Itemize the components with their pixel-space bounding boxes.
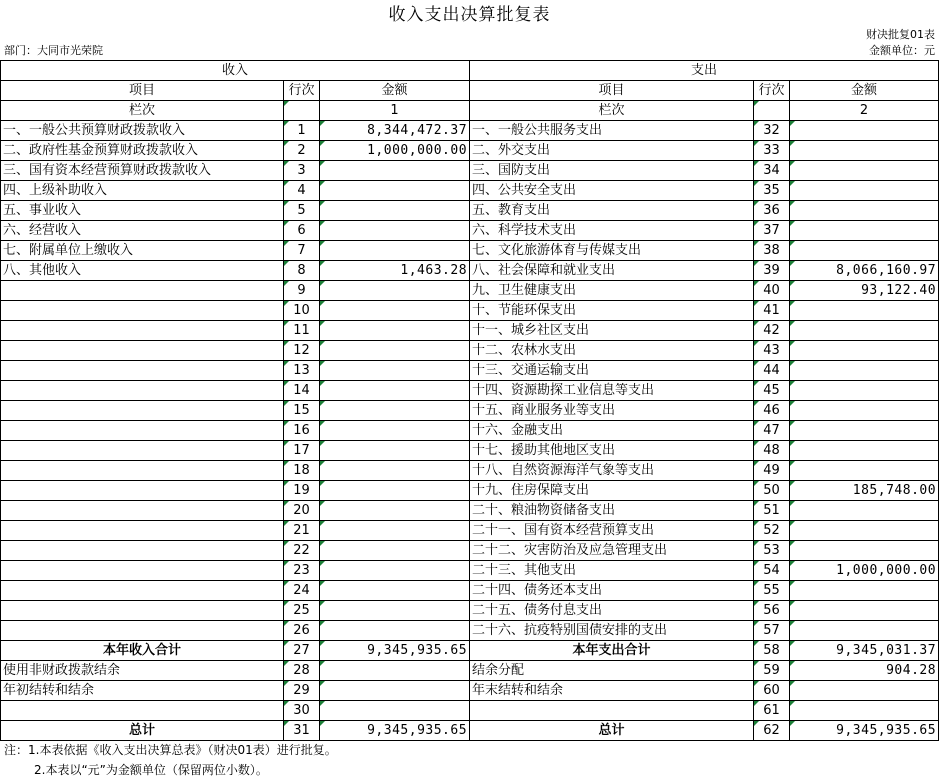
expense-amount-cell: [790, 381, 939, 401]
expense-amount-cell: [790, 421, 939, 441]
income-row-number: 23: [284, 561, 320, 581]
expense-row-number: 36: [754, 201, 790, 221]
expense-row-number: 49: [754, 461, 790, 481]
expense-amount-cell: 93,122.40: [790, 281, 939, 301]
table-row: [1, 521, 939, 541]
income-header: 收入: [1, 61, 470, 81]
income-amount-cell: [320, 581, 470, 601]
income-item-cell: 总计: [1, 721, 284, 741]
income-row-number: 8: [284, 261, 320, 281]
expense-amount-cell: [790, 601, 939, 621]
expense-row-header: 行次: [754, 81, 790, 101]
table-row: [1, 401, 939, 421]
income-row-number: 4: [284, 181, 320, 201]
table-row: [1, 281, 939, 301]
income-amount-cell: 9,345,935.65: [320, 721, 470, 741]
total-row: [1, 641, 939, 661]
expense-row-number: 61: [754, 701, 790, 721]
expense-amount-cell: [790, 221, 939, 241]
expense-item-cell: 十五、商业服务业等支出: [470, 401, 754, 421]
expense-item-cell: 十、节能环保支出: [470, 301, 754, 321]
expense-item-cell: 十一、城乡社区支出: [470, 321, 754, 341]
income-item-cell: [1, 281, 284, 301]
income-item-cell: [1, 541, 284, 561]
income-amount-cell: [320, 541, 470, 561]
expense-amount-cell: [790, 621, 939, 641]
expense-lanci-label: 栏次: [470, 101, 754, 121]
income-amount-cell: [320, 421, 470, 441]
expense-row-number: 50: [754, 481, 790, 501]
income-row-number: 18: [284, 461, 320, 481]
table-row: [1, 661, 939, 681]
expense-item-cell: 八、社会保障和就业支出: [470, 261, 754, 281]
income-amount-cell: [320, 301, 470, 321]
expense-amount-cell: 9,345,935.65: [790, 721, 939, 741]
expense-item-cell: 本年支出合计: [470, 641, 754, 661]
table-row: [1, 501, 939, 521]
expense-header: 支出: [470, 61, 939, 81]
table-row: [1, 181, 939, 201]
income-amount-cell: [320, 701, 470, 721]
note-1: 注：1.本表依据《收入支出决算总表》（财决01表）进行批复。: [4, 743, 337, 757]
expense-item-header: 项目: [470, 81, 754, 101]
expense-row-number: 56: [754, 601, 790, 621]
income-expense-table: [0, 60, 939, 741]
income-row-number: 22: [284, 541, 320, 561]
expense-row-number: 39: [754, 261, 790, 281]
expense-amount-cell: [790, 341, 939, 361]
expense-row-number: 40: [754, 281, 790, 301]
income-row-number: 7: [284, 241, 320, 261]
income-item-cell: [1, 341, 284, 361]
income-row-number: 27: [284, 641, 320, 661]
table-row: [1, 381, 939, 401]
income-item-cell: 六、经营收入: [1, 221, 284, 241]
column-number-row: [1, 101, 939, 121]
expense-row-number: 53: [754, 541, 790, 561]
expense-item-cell: 十八、自然资源海洋气象等支出: [470, 461, 754, 481]
income-amount-cell: [320, 601, 470, 621]
income-row-number: 26: [284, 621, 320, 641]
expense-amount-header: 金额: [790, 81, 939, 101]
income-amount-cell: 1,463.28: [320, 261, 470, 281]
income-item-cell: [1, 361, 284, 381]
expense-amount-cell: [790, 301, 939, 321]
income-row-number: 20: [284, 501, 320, 521]
income-row-number: 3: [284, 161, 320, 181]
expense-item-cell: 六、科学技术支出: [470, 221, 754, 241]
income-item-cell: 八、其他收入: [1, 261, 284, 281]
income-item-cell: [1, 401, 284, 421]
income-amount-cell: [320, 361, 470, 381]
income-row-number: 16: [284, 421, 320, 441]
expense-item-cell: 二十、粮油物资储备支出: [470, 501, 754, 521]
expense-item-cell: 十七、援助其他地区支出: [470, 441, 754, 461]
expense-row-number: 46: [754, 401, 790, 421]
expense-row-number: 47: [754, 421, 790, 441]
income-row-number: 10: [284, 301, 320, 321]
expense-item-cell: 四、公共安全支出: [470, 181, 754, 201]
income-amount-cell: 9,345,935.65: [320, 641, 470, 661]
income-item-cell: 七、附属单位上缴收入: [1, 241, 284, 261]
income-amount-cell: [320, 681, 470, 701]
income-item-cell: [1, 321, 284, 341]
expense-row-number: 38: [754, 241, 790, 261]
income-amount-cell: [320, 221, 470, 241]
amount-unit: 金额单位：元: [869, 44, 935, 57]
expense-row-number: 59: [754, 661, 790, 681]
expense-item-cell: 总计: [470, 721, 754, 741]
expense-amount-cell: [790, 121, 939, 141]
table-row: [1, 241, 939, 261]
expense-row-number: 54: [754, 561, 790, 581]
expense-amount-cell: [790, 581, 939, 601]
expense-row-number: 45: [754, 381, 790, 401]
expense-item-cell: 二十六、抗疫特别国债安排的支出: [470, 621, 754, 641]
expense-lanci-blank: [754, 101, 790, 121]
expense-amount-cell: [790, 461, 939, 481]
income-item-cell: 一、一般公共预算财政拨款收入: [1, 121, 284, 141]
income-amount-cell: [320, 441, 470, 461]
income-item-cell: [1, 501, 284, 521]
expense-item-cell: 二、外交支出: [470, 141, 754, 161]
table-row: [1, 541, 939, 561]
expense-row-number: 43: [754, 341, 790, 361]
note-2: 2.本表以“元”为金额单位（保留两位小数）。: [34, 763, 268, 777]
income-row-number: 2: [284, 141, 320, 161]
income-amount-cell: [320, 461, 470, 481]
expense-amount-cell: [790, 241, 939, 261]
expense-item-cell: 结余分配: [470, 661, 754, 681]
expense-item-cell: 一、一般公共服务支出: [470, 121, 754, 141]
table-row: [1, 601, 939, 621]
expense-row-number: 35: [754, 181, 790, 201]
income-row-number: 19: [284, 481, 320, 501]
expense-row-number: 48: [754, 441, 790, 461]
income-row-number: 15: [284, 401, 320, 421]
income-amount-cell: [320, 161, 470, 181]
form-number: 财决批复01表: [866, 28, 935, 41]
expense-row-number: 52: [754, 521, 790, 541]
income-amount-cell: [320, 281, 470, 301]
income-amount-cell: [320, 321, 470, 341]
table-row: [1, 621, 939, 641]
expense-item-cell: 二十二、灾害防治及应急管理支出: [470, 541, 754, 561]
expense-row-number: 34: [754, 161, 790, 181]
expense-item-cell: 二十四、债务还本支出: [470, 581, 754, 601]
income-lanci-label: 栏次: [1, 101, 284, 121]
income-row-number: 25: [284, 601, 320, 621]
expense-amount-cell: [790, 181, 939, 201]
report-title: 收入支出决算批复表: [388, 5, 551, 25]
income-item-cell: [1, 561, 284, 581]
income-amount-cell: [320, 501, 470, 521]
income-item-cell: 五、事业收入: [1, 201, 284, 221]
income-row-number: 24: [284, 581, 320, 601]
expense-item-cell: 二十三、其他支出: [470, 561, 754, 581]
expense-amount-cell: [790, 701, 939, 721]
expense-item-cell: 十九、住房保障支出: [470, 481, 754, 501]
expense-item-cell: 二十五、债务付息支出: [470, 601, 754, 621]
income-row-number: 11: [284, 321, 320, 341]
income-row-number: 28: [284, 661, 320, 681]
expense-row-number: 32: [754, 121, 790, 141]
income-item-cell: [1, 581, 284, 601]
expense-amount-cell: 904.28: [790, 661, 939, 681]
expense-row-number: 44: [754, 361, 790, 381]
expense-amount-cell: [790, 201, 939, 221]
table-row: [1, 321, 939, 341]
expense-amount-cell: [790, 441, 939, 461]
expense-item-cell: [470, 701, 754, 721]
expense-amount-cell: [790, 501, 939, 521]
income-amount-cell: [320, 341, 470, 361]
income-row-number: 29: [284, 681, 320, 701]
expense-amount-cell: [790, 361, 939, 381]
income-row-number: 31: [284, 721, 320, 741]
income-item-cell: 三、国有资本经营预算财政拨款收入: [1, 161, 284, 181]
income-amount-cell: [320, 521, 470, 541]
expense-row-number: 42: [754, 321, 790, 341]
income-amount-cell: [320, 561, 470, 581]
section-header-row: [1, 61, 939, 81]
income-row-number: 9: [284, 281, 320, 301]
total-row: [1, 721, 939, 741]
table-row: [1, 221, 939, 241]
expense-amount-cell: [790, 161, 939, 181]
expense-item-cell: 年末结转和结余: [470, 681, 754, 701]
table-row: [1, 201, 939, 221]
expense-row-number: 57: [754, 621, 790, 641]
expense-item-cell: 九、卫生健康支出: [470, 281, 754, 301]
income-row-number: 30: [284, 701, 320, 721]
income-row-number: 1: [284, 121, 320, 141]
table-row: [1, 301, 939, 321]
expense-amount-cell: 1,000,000.00: [790, 561, 939, 581]
expense-amount-cell: [790, 541, 939, 561]
income-item-cell: [1, 701, 284, 721]
income-row-header: 行次: [284, 81, 320, 101]
expense-row-number: 55: [754, 581, 790, 601]
expense-row-number: 58: [754, 641, 790, 661]
income-row-number: 21: [284, 521, 320, 541]
income-row-number: 14: [284, 381, 320, 401]
income-item-cell: [1, 621, 284, 641]
department-label: 部门：大同市光荣院: [4, 44, 103, 57]
income-item-cell: [1, 381, 284, 401]
expense-item-cell: 十二、农林水支出: [470, 341, 754, 361]
table-row: [1, 361, 939, 381]
income-item-cell: [1, 421, 284, 441]
expense-row-number: 37: [754, 221, 790, 241]
expense-row-number: 33: [754, 141, 790, 161]
income-row-number: 17: [284, 441, 320, 461]
income-item-cell: [1, 301, 284, 321]
income-item-cell: [1, 521, 284, 541]
income-lanci-blank: [284, 101, 320, 121]
income-amount-cell: [320, 201, 470, 221]
income-item-cell: [1, 441, 284, 461]
expense-item-cell: 二十一、国有资本经营预算支出: [470, 521, 754, 541]
income-amount-cell: 1,000,000.00: [320, 141, 470, 161]
income-item-cell: [1, 601, 284, 621]
income-amount-cell: 8,344,472.37: [320, 121, 470, 141]
income-amount-cell: [320, 241, 470, 261]
expense-amount-cell: [790, 141, 939, 161]
income-amount-cell: [320, 381, 470, 401]
table-row: [1, 561, 939, 581]
income-item-cell: 本年收入合计: [1, 641, 284, 661]
table-row: [1, 581, 939, 601]
income-amount-cell: [320, 181, 470, 201]
expense-amount-cell: 8,066,160.97: [790, 261, 939, 281]
income-item-cell: [1, 461, 284, 481]
income-amount-cell: [320, 661, 470, 681]
expense-amount-cell: 9,345,031.37: [790, 641, 939, 661]
table-row: [1, 481, 939, 501]
table-row: [1, 161, 939, 181]
income-item-cell: 四、上级补助收入: [1, 181, 284, 201]
table-row: [1, 121, 939, 141]
expense-item-cell: 三、国防支出: [470, 161, 754, 181]
income-item-header: 项目: [1, 81, 284, 101]
table-row: [1, 421, 939, 441]
expense-amount-cell: [790, 521, 939, 541]
income-amount-cell: [320, 481, 470, 501]
table-row: [1, 261, 939, 281]
table-row: [1, 701, 939, 721]
income-item-cell: [1, 481, 284, 501]
expense-row-number: 51: [754, 501, 790, 521]
notes: [4, 740, 337, 780]
expense-amount-cell: [790, 321, 939, 341]
income-amount-cell: [320, 621, 470, 641]
income-amount-cell: [320, 401, 470, 421]
income-row-number: 12: [284, 341, 320, 361]
income-row-number: 5: [284, 201, 320, 221]
expense-item-cell: 十三、交通运输支出: [470, 361, 754, 381]
expense-item-cell: 十四、资源勘探工业信息等支出: [470, 381, 754, 401]
income-row-number: 13: [284, 361, 320, 381]
income-row-number: 6: [284, 221, 320, 241]
table-row: [1, 341, 939, 361]
expense-row-number: 62: [754, 721, 790, 741]
expense-row-number: 60: [754, 681, 790, 701]
income-column-number: 1: [320, 101, 470, 121]
column-header-row: [1, 81, 939, 101]
expense-amount-cell: [790, 681, 939, 701]
expense-row-number: 41: [754, 301, 790, 321]
table-row: [1, 461, 939, 481]
expense-item-cell: 十六、金融支出: [470, 421, 754, 441]
income-amount-header: 金额: [320, 81, 470, 101]
income-item-cell: 使用非财政拨款结余: [1, 661, 284, 681]
expense-amount-cell: 185,748.00: [790, 481, 939, 501]
income-item-cell: 二、政府性基金预算财政拨款收入: [1, 141, 284, 161]
income-item-cell: 年初结转和结余: [1, 681, 284, 701]
table-row: [1, 141, 939, 161]
expense-item-cell: 五、教育支出: [470, 201, 754, 221]
expense-amount-cell: [790, 401, 939, 421]
expense-column-number: 2: [790, 101, 939, 121]
expense-item-cell: 七、文化旅游体育与传媒支出: [470, 241, 754, 261]
table-row: [1, 441, 939, 461]
table-row: [1, 681, 939, 701]
